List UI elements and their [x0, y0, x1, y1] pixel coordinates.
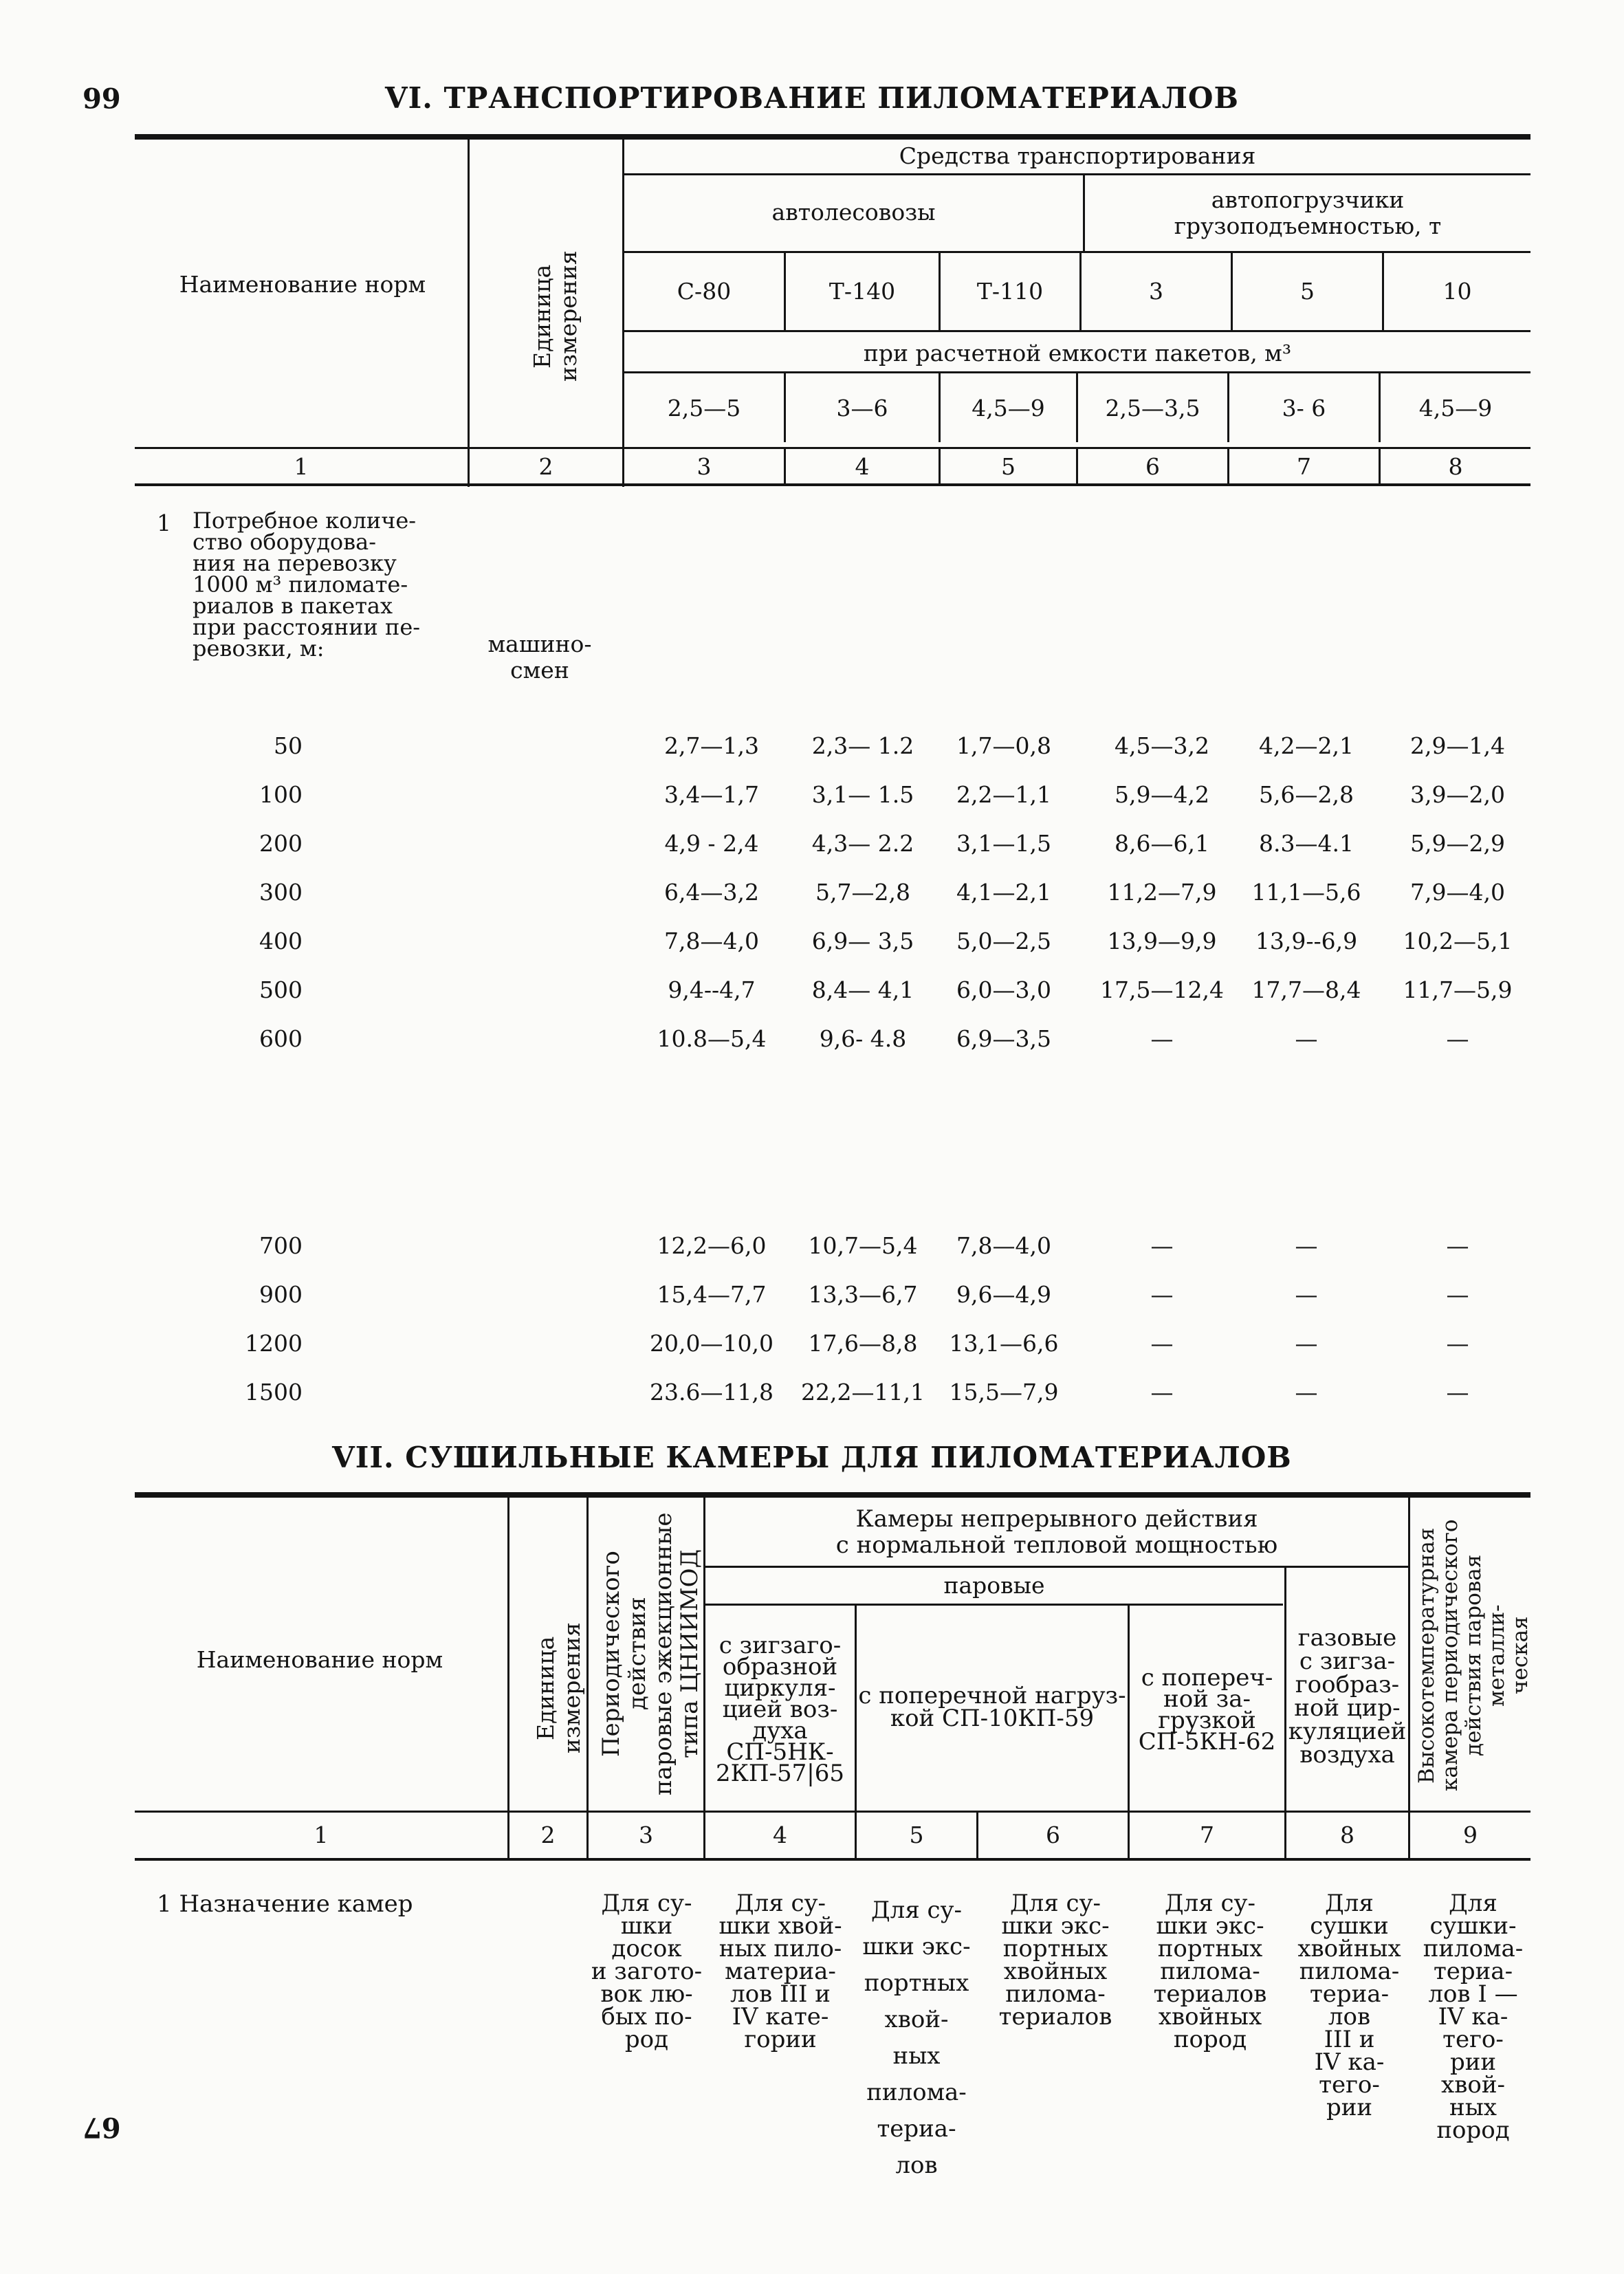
s7-c4-header: с зигзаго- образной циркуля- цией воз- духа СП-5НК- 2КП-57|65	[715, 1632, 845, 1787]
s6-col-number: 5	[1001, 453, 1016, 480]
s6-group-loaders-line1: автопогрузчики	[1211, 186, 1405, 213]
s7-steam-header: паровые	[943, 1572, 1045, 1599]
s6-item-number: 1	[157, 510, 171, 536]
section7-title: VII. СУШИЛЬНЫЕ КАМЕРЫ ДЛЯ ПИЛОМАТЕРИАЛОВ	[332, 1441, 1292, 1474]
table-row: 400 7,8—4,0 6,9— 3,5 5,0—2,5 13,9—9,9 13,9--6,9 10,2—5,1	[259, 928, 1513, 954]
s7-col-number: 9	[1463, 1822, 1478, 1848]
s7-item-cell-6: Для су- шки экс- портных хвойных пилома- териалов	[998, 1890, 1112, 2031]
s7-col-number: 7	[1200, 1822, 1214, 1848]
s6-col-number: 2	[538, 453, 553, 480]
s6-col-number: 1	[294, 453, 309, 480]
table-row: 600 10.8—5,4 9,6- 4.8 6,9—3,5 — — —	[259, 1025, 1469, 1052]
s6-type: 5	[1300, 278, 1315, 305]
table-row: 200 4,9 - 2,4 4,3— 2.2 3,1—1,5 8,6—6,1 8.3—4.1 5,9—2,9	[259, 830, 1505, 857]
s6-col-number: 8	[1448, 453, 1463, 480]
s6-item-unit-2: смен	[510, 657, 569, 684]
s6-capacity: 4,5—9	[972, 395, 1045, 422]
table-row: 300 6,4—3,2 5,7—2,8 4,1—2,1 11,2—7,9 11,1—5,6 7,9—4,0	[259, 879, 1505, 906]
s7-c8-header: газовые с зигза- гообраз- ной цир- куляцией воздуха	[1288, 1624, 1407, 1769]
s6-capacity: 2,5—5	[667, 395, 741, 422]
s6-capacity-label: при расчетной емкости пакетов, м³	[863, 340, 1292, 367]
s7-c7-header: с попереч- ной за- грузкой СП-5КН-62	[1138, 1664, 1276, 1756]
s7-col-number: 1	[314, 1822, 329, 1848]
s7-item-cell-9: Для сушки- пилома- териа- лов I — IV ка- тего- рии хвой- ных пород	[1423, 1890, 1524, 2144]
s6-item-unit-1: машино-	[487, 631, 592, 657]
s6-means-header: Средства транспортирования	[899, 142, 1256, 169]
s7-col-number: 4	[773, 1822, 787, 1848]
s7-item-cell-3: Для су- шки досок и загото- вок лю- бых по- род	[591, 1890, 703, 2053]
s7-item-cell-8: Для сушки хвойных пилома- териа- лов III и IV ка- тего- рии	[1297, 1890, 1401, 2121]
s6-capacity: 4,5—9	[1418, 395, 1493, 422]
s6-group-loaders-line2: грузоподъемностью, т	[1174, 212, 1442, 239]
s7-col3-header: Периодического действия паровые эжекционные типа ЦНИИМОД	[597, 1512, 703, 1795]
table-row: 1200 20,0—10,0 17,6—8,8 13,1—6,6 — — —	[245, 1330, 1469, 1357]
s6-capacity: 3—6	[836, 395, 888, 422]
s7-col-number: 2	[540, 1822, 556, 1848]
s6-type: С-80	[677, 278, 732, 305]
s7-col-unit-header: Единица измерения	[532, 1622, 585, 1754]
s7-item-label: 1 Назначение камер	[157, 1890, 413, 1918]
s6-col-number: 7	[1297, 453, 1311, 480]
s6-capacity: 3- 6	[1282, 395, 1326, 422]
s7-col-name-header: Наименование норм	[196, 1646, 443, 1673]
s7-continuous-header: Камеры непрерывного действия с нормальной тепловой мощностью	[835, 1505, 1278, 1559]
s7-c56-header: с поперечной нагруз- кой СП-10КП-59	[858, 1682, 1126, 1732]
s7-col-number: 3	[639, 1822, 653, 1848]
s6-type: Т-140	[829, 278, 896, 305]
s7-item-cell-5: Для су- шки экс- портных хвой- ных пилома- териа- лов	[862, 1896, 971, 2179]
s6-item-text: Потребное количе- ство оборудова- ния на перевозку 1000 м³ пиломате- риалов в пакетах при расстоянии пе- ревозки, м:	[193, 507, 421, 662]
s7-col-number: 6	[1046, 1822, 1060, 1848]
section6-title: VI. ТРАНСПОРТИРОВАНИЕ ПИЛОМАТЕРИАЛОВ	[384, 81, 1239, 115]
s6-type: Т-110	[976, 278, 1044, 305]
s6-type: 3	[1149, 278, 1163, 305]
s6-col-number: 6	[1145, 453, 1160, 480]
table-row: 500 9,4--4,7 8,4— 4,1 6,0—3,0 17,5—12,4 17,7—8,4 11,7—5,9	[259, 976, 1513, 1003]
table-row: 1500 23.6—11,8 22,2—11,1 15,5—7,9 — — —	[245, 1379, 1469, 1406]
table-row: 700 12,2—6,0 10,7—5,4 7,8—4,0 — — —	[259, 1232, 1469, 1259]
table-row: 50 2,7—1,3 2,3— 1.2 1,7—0,8 4,5—3,2 4,2—2,1 2,9—1,4	[274, 732, 1505, 759]
s6-col-name-header: Наименование норм	[179, 271, 426, 298]
page-number-top: 66	[83, 81, 121, 113]
s7-item-cell-7: Для су- шки экс- портных пилома- териалов хвойных пород	[1153, 1890, 1267, 2053]
s6-group-trucks: автолесовозы	[771, 199, 936, 226]
page-number-bottom: 67	[83, 2111, 121, 2143]
s6-col-unit-header: Единица измерения	[529, 250, 582, 382]
table-row: 100 3,4—1,7 3,1— 1.5 2,2—1,1 5,9—4,2 5,6—2,8 3,9—2,0	[259, 781, 1505, 808]
table-row: 900 15,4—7,7 13,3—6,7 9,6—4,9 — — —	[259, 1281, 1469, 1308]
s6-type: 10	[1442, 278, 1472, 305]
s7-item-cell-4: Для су- шки хвой- ных пило- материа- лов III и IV кате- гории	[718, 1890, 842, 2053]
s7-col-number: 8	[1340, 1822, 1354, 1848]
s7-col9-header: Высокотемпературная камера периодического действия паровая металли- ческая	[1414, 1519, 1533, 1792]
s7-col-number: 5	[909, 1822, 924, 1848]
s6-col-number: 3	[696, 453, 712, 480]
s6-capacity: 2,5—3,5	[1105, 395, 1200, 422]
s6-col-number: 4	[855, 453, 870, 480]
